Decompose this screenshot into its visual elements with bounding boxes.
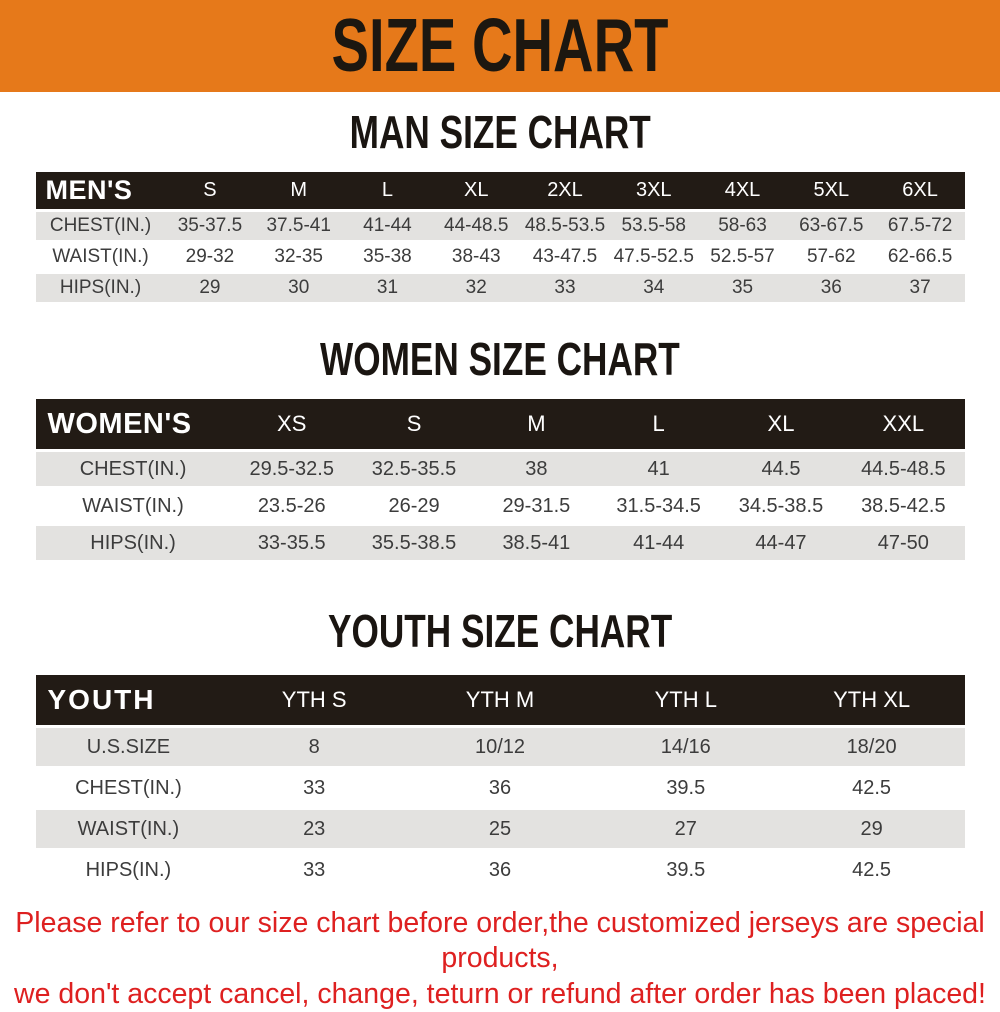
size-column-header: 2XL — [521, 172, 610, 209]
measurement-value-cell: 43-47.5 — [521, 243, 610, 271]
measurement-value-cell: 48.5-53.5 — [521, 212, 610, 240]
measurement-value-cell: 36 — [787, 274, 876, 302]
size-column-header: 6XL — [876, 172, 965, 209]
measurement-row-label: CHEST(IN.) — [36, 769, 222, 807]
disclaimer-note — [0, 906, 1000, 1012]
measurement-value-cell: 34.5-38.5 — [720, 489, 842, 523]
measurement-value-cell: 35-37.5 — [166, 212, 255, 240]
measurement-row-label: HIPS(IN.) — [36, 274, 166, 302]
measurement-row — [36, 274, 965, 302]
measurement-row-label: CHEST(IN.) — [36, 212, 166, 240]
size-column-header: YTH S — [221, 675, 407, 725]
measurement-value-cell: 37.5-41 — [254, 212, 343, 240]
youth-size-table — [36, 672, 965, 892]
disclaimer-line-2: we don't accept cancel, change, teturn or refund after order has been placed! — [14, 977, 986, 1010]
size-column-header: XS — [231, 399, 353, 449]
youth-section-title — [0, 605, 1000, 658]
measurement-value-cell: 29 — [166, 274, 255, 302]
measurement-value-cell: 26-29 — [353, 489, 475, 523]
measurement-value-cell: 63-67.5 — [787, 212, 876, 240]
size-column-header: M — [254, 172, 343, 209]
measurement-value-cell: 53.5-58 — [609, 212, 698, 240]
measurement-value-cell: 39.5 — [593, 769, 779, 807]
measurement-value-cell: 44.5 — [720, 452, 842, 486]
table-corner-label: WOMEN'S — [36, 399, 231, 449]
size-chart-banner — [0, 0, 1000, 92]
size-column-header: S — [353, 399, 475, 449]
measurement-value-cell: 33 — [221, 851, 407, 889]
size-column-header: XXL — [842, 399, 964, 449]
measurement-value-cell: 37 — [876, 274, 965, 302]
measurement-value-cell: 42.5 — [779, 851, 965, 889]
measurement-value-cell: 44-48.5 — [432, 212, 521, 240]
measurement-value-cell: 38.5-41 — [475, 526, 597, 560]
measurement-row-label: WAIST(IN.) — [36, 489, 231, 523]
measurement-value-cell: 47-50 — [842, 526, 964, 560]
table-corner-label: YOUTH — [36, 675, 222, 725]
size-column-header: L — [598, 399, 720, 449]
measurement-value-cell: 34 — [609, 274, 698, 302]
table-header-row — [36, 399, 965, 449]
measurement-value-cell: 33 — [521, 274, 610, 302]
measurement-row-label: WAIST(IN.) — [36, 243, 166, 271]
measurement-value-cell: 41-44 — [598, 526, 720, 560]
measurement-value-cell: 36 — [407, 769, 593, 807]
measurement-value-cell: 39.5 — [593, 851, 779, 889]
measurement-value-cell: 27 — [593, 810, 779, 848]
measurement-value-cell: 35 — [698, 274, 787, 302]
man-section-title-text: MAN SIZE CHART — [349, 106, 651, 159]
women-section-title — [0, 333, 1000, 386]
size-column-header: YTH M — [407, 675, 593, 725]
measurement-value-cell: 47.5-52.5 — [609, 243, 698, 271]
measurement-value-cell: 44-47 — [720, 526, 842, 560]
measurement-value-cell: 31 — [343, 274, 432, 302]
measurement-value-cell: 33-35.5 — [231, 526, 353, 560]
measurement-value-cell: 29 — [779, 810, 965, 848]
size-column-header: S — [166, 172, 255, 209]
table-header-row — [36, 172, 965, 209]
measurement-value-cell: 35-38 — [343, 243, 432, 271]
size-column-header: XL — [720, 399, 842, 449]
measurement-row-label: HIPS(IN.) — [36, 851, 222, 889]
measurement-value-cell: 29-31.5 — [475, 489, 597, 523]
size-column-header: 3XL — [609, 172, 698, 209]
measurement-row — [36, 810, 965, 848]
measurement-row — [36, 243, 965, 271]
measurement-value-cell: 44.5-48.5 — [842, 452, 964, 486]
measurement-value-cell: 29-32 — [166, 243, 255, 271]
measurement-value-cell: 10/12 — [407, 728, 593, 766]
measurement-value-cell: 57-62 — [787, 243, 876, 271]
measurement-value-cell: 41-44 — [343, 212, 432, 240]
measurement-value-cell: 18/20 — [779, 728, 965, 766]
size-column-header: XL — [432, 172, 521, 209]
measurement-row-label: HIPS(IN.) — [36, 526, 231, 560]
table-header-row — [36, 675, 965, 725]
measurement-value-cell: 52.5-57 — [698, 243, 787, 271]
youth-section-title-text: YOUTH SIZE CHART — [327, 605, 673, 658]
size-column-header: 5XL — [787, 172, 876, 209]
table-corner-label: MEN'S — [36, 172, 166, 209]
size-column-header: YTH L — [593, 675, 779, 725]
measurement-value-cell: 23 — [221, 810, 407, 848]
measurement-value-cell: 29.5-32.5 — [231, 452, 353, 486]
man-section-title — [0, 106, 1000, 159]
measurement-row — [36, 769, 965, 807]
measurement-value-cell: 42.5 — [779, 769, 965, 807]
measurement-value-cell: 32.5-35.5 — [353, 452, 475, 486]
measurement-value-cell: 23.5-26 — [231, 489, 353, 523]
measurement-row-label: U.S.SIZE — [36, 728, 222, 766]
measurement-value-cell: 30 — [254, 274, 343, 302]
measurement-row — [36, 526, 965, 560]
measurement-row-label: WAIST(IN.) — [36, 810, 222, 848]
measurement-value-cell: 41 — [598, 452, 720, 486]
disclaimer-line-1: Please refer to our size chart before order,the customized jerseys are special products, — [15, 907, 985, 975]
measurement-value-cell: 35.5-38.5 — [353, 526, 475, 560]
size-column-header: M — [475, 399, 597, 449]
measurement-value-cell: 14/16 — [593, 728, 779, 766]
measurement-row — [36, 851, 965, 889]
measurement-value-cell: 33 — [221, 769, 407, 807]
banner-title: SIZE CHART — [331, 4, 669, 89]
measurement-value-cell: 62-66.5 — [876, 243, 965, 271]
size-column-header: YTH XL — [779, 675, 965, 725]
measurement-value-cell: 25 — [407, 810, 593, 848]
measurement-value-cell: 8 — [221, 728, 407, 766]
measurement-value-cell: 67.5-72 — [876, 212, 965, 240]
measurement-value-cell: 38.5-42.5 — [842, 489, 964, 523]
measurement-value-cell: 32 — [432, 274, 521, 302]
measurement-value-cell: 31.5-34.5 — [598, 489, 720, 523]
measurement-value-cell: 38 — [475, 452, 597, 486]
measurement-value-cell: 32-35 — [254, 243, 343, 271]
measurement-row — [36, 212, 965, 240]
size-column-header: 4XL — [698, 172, 787, 209]
women-section-title-text: WOMEN SIZE CHART — [320, 333, 680, 386]
measurement-value-cell: 36 — [407, 851, 593, 889]
measurement-row — [36, 728, 965, 766]
womens-size-table — [36, 396, 965, 563]
measurement-value-cell: 58-63 — [698, 212, 787, 240]
measurement-row — [36, 489, 965, 523]
measurement-row — [36, 452, 965, 486]
measurement-row-label: CHEST(IN.) — [36, 452, 231, 486]
measurement-value-cell: 38-43 — [432, 243, 521, 271]
size-column-header: L — [343, 172, 432, 209]
mens-size-table — [36, 169, 965, 305]
